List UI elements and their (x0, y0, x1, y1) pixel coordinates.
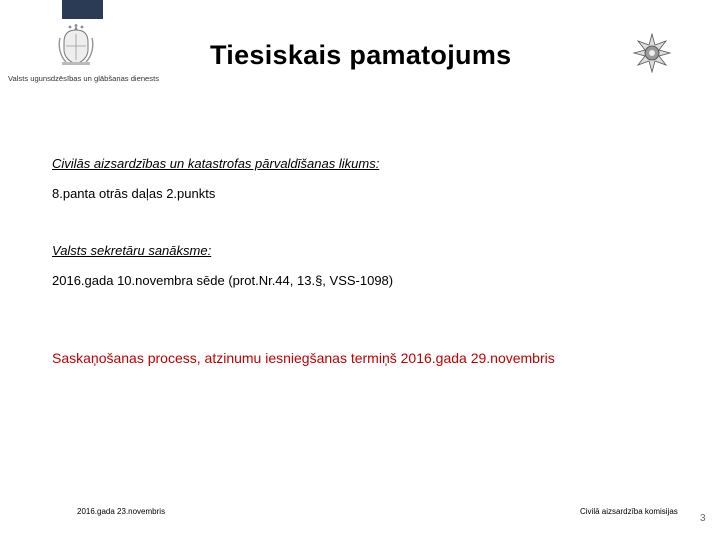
organization-name: Valsts ugunsdzēsības un glābšanas dienests (8, 74, 159, 83)
footer-commission: Civilā aizsardzība komisijas (580, 507, 678, 516)
fire-service-emblem-icon (632, 33, 672, 73)
law-reference: 8.panta otrās daļas 2.punkts (52, 186, 216, 201)
slide-title: Tiesiskais pamatojums (210, 40, 512, 70)
top-accent-bar (62, 0, 103, 19)
coat-of-arms-icon (56, 24, 96, 68)
organization-logo (8, 24, 158, 84)
process-note: Saskaņošanas process, atzinumu iesniegšanas termiņš 2016.gada 29.novembris (52, 350, 555, 366)
slide-number: 3 (700, 513, 706, 524)
meeting-title: Valsts sekretāru sanāksme: (52, 243, 212, 258)
law-title: Civilās aizsardzības un katastrofas pārvaldīšanas likums: (52, 156, 380, 171)
fire-service-emblem (632, 33, 672, 78)
meeting-reference: 2016.gada 10.novembra sēde (prot.Nr.44, 13.§, VSS-1098) (52, 273, 394, 288)
footer-date: 2016.gada 23.novembris (77, 507, 166, 516)
